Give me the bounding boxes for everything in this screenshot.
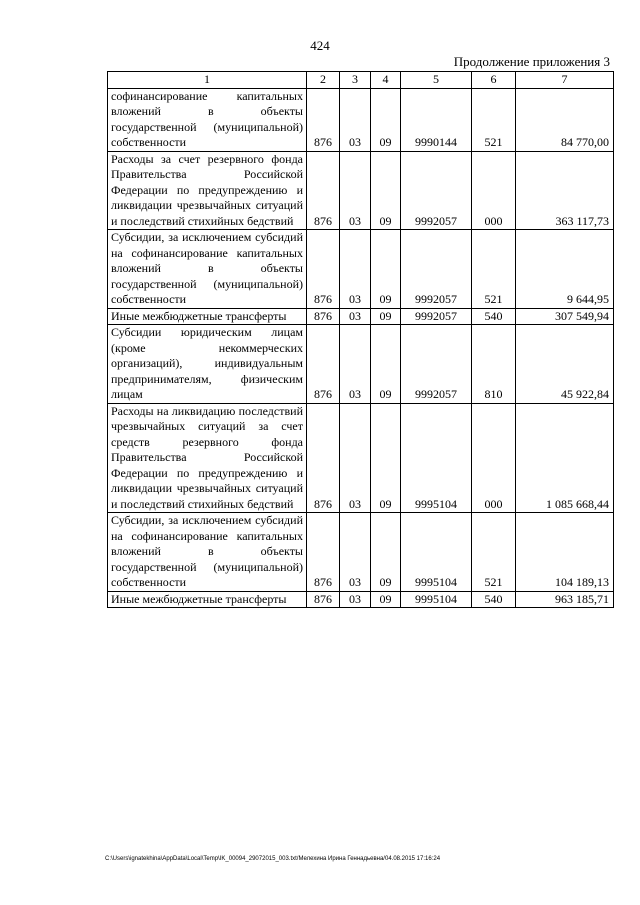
ministry-code: 876 <box>307 88 340 151</box>
expense-name: Расходы за счет резервного фонда Правительства Российской Федерации по предупреждению и ликвидации чрезвычайных ситуаций и последствий стихийных бедствий <box>108 151 307 230</box>
expense-name: Субсидии, за исключением субсидий на софинансирование капитальных вложений в объекты государственной (муниципальной) собственности <box>108 513 307 592</box>
target-article-code: 9995104 <box>401 513 472 592</box>
expense-name: софинансирование капитальных вложений в объекты государственной (муниципальной) собственности <box>108 88 307 151</box>
subsection-code: 09 <box>371 591 401 608</box>
section-code: 03 <box>340 88 371 151</box>
table-row <box>108 151 614 230</box>
expense-type-code: 540 <box>472 591 516 608</box>
subsection-code: 09 <box>371 88 401 151</box>
amount: 1 085 668,44 <box>516 403 614 513</box>
file-path-footer: C:\Users\ignatekhina\AppData\Local\Temp\IK_00094_29072015_003.txt/Мелехина Ирина Геннадьевна/04.08.2015 17:16:24 <box>105 856 441 862</box>
column-header: 6 <box>472 72 516 89</box>
expense-type-code: 521 <box>472 513 516 592</box>
subsection-code: 09 <box>371 403 401 513</box>
expense-type-code: 810 <box>472 325 516 404</box>
expense-name: Субсидии юридическим лицам (кроме некоммерческих организаций), индивидуальным предпринимателям, физическим лицам <box>108 325 307 404</box>
table-row <box>108 230 614 309</box>
amount: 9 644,95 <box>516 230 614 309</box>
section-code: 03 <box>340 403 371 513</box>
section-code: 03 <box>340 591 371 608</box>
ministry-code: 876 <box>307 151 340 230</box>
column-header: 3 <box>340 72 371 89</box>
amount: 963 185,71 <box>516 591 614 608</box>
header-row <box>108 72 614 89</box>
subsection-code: 09 <box>371 230 401 309</box>
expense-name: Иные межбюджетные трансферты <box>108 308 307 325</box>
expense-name: Субсидии, за исключением субсидий на софинансирование капитальных вложений в объекты государственной (муниципальной) собственности <box>108 230 307 309</box>
section-code: 03 <box>340 230 371 309</box>
section-code: 03 <box>340 308 371 325</box>
table-row <box>108 325 614 404</box>
column-header: 2 <box>307 72 340 89</box>
expense-type-code: 000 <box>472 151 516 230</box>
expense-type-code: 540 <box>472 308 516 325</box>
expense-name: Расходы на ликвидацию последствий чрезвычайных ситуаций за счет средств резервного фонда Правительства Российской Федерации по предупреждению и ликвидации чрезвычайных ситуаций и последствий стихийных бедствий <box>108 403 307 513</box>
amount: 363 117,73 <box>516 151 614 230</box>
section-code: 03 <box>340 513 371 592</box>
ministry-code: 876 <box>307 403 340 513</box>
ministry-code: 876 <box>307 591 340 608</box>
target-article-code: 9992057 <box>401 325 472 404</box>
column-header: 7 <box>516 72 614 89</box>
budget-table <box>107 71 614 608</box>
subsection-code: 09 <box>371 325 401 404</box>
target-article-code: 9995104 <box>401 403 472 513</box>
ministry-code: 876 <box>307 325 340 404</box>
target-article-code: 9990144 <box>401 88 472 151</box>
section-code: 03 <box>340 325 371 404</box>
column-header: 1 <box>108 72 307 89</box>
expense-type-code: 000 <box>472 403 516 513</box>
target-article-code: 9992057 <box>401 308 472 325</box>
subsection-code: 09 <box>371 151 401 230</box>
ministry-code: 876 <box>307 230 340 309</box>
ministry-code: 876 <box>307 513 340 592</box>
table-row <box>108 308 614 325</box>
table-row <box>108 403 614 513</box>
table-row <box>108 513 614 592</box>
amount: 104 189,13 <box>516 513 614 592</box>
continuation-label: Продолжение приложения 3 <box>453 54 610 69</box>
page-number: 424 <box>310 38 330 53</box>
amount: 45 922,84 <box>516 325 614 404</box>
column-header: 5 <box>401 72 472 89</box>
column-header: 4 <box>371 72 401 89</box>
amount: 84 770,00 <box>516 88 614 151</box>
target-article-code: 9992057 <box>401 151 472 230</box>
subsection-code: 09 <box>371 308 401 325</box>
amount: 307 549,94 <box>516 308 614 325</box>
target-article-code: 9995104 <box>401 591 472 608</box>
subsection-code: 09 <box>371 513 401 592</box>
section-code: 03 <box>340 151 371 230</box>
target-article-code: 9992057 <box>401 230 472 309</box>
table-row <box>108 88 614 151</box>
table-row <box>108 591 614 608</box>
expense-type-code: 521 <box>472 88 516 151</box>
expense-name: Иные межбюджетные трансферты <box>108 591 307 608</box>
ministry-code: 876 <box>307 308 340 325</box>
expense-type-code: 521 <box>472 230 516 309</box>
